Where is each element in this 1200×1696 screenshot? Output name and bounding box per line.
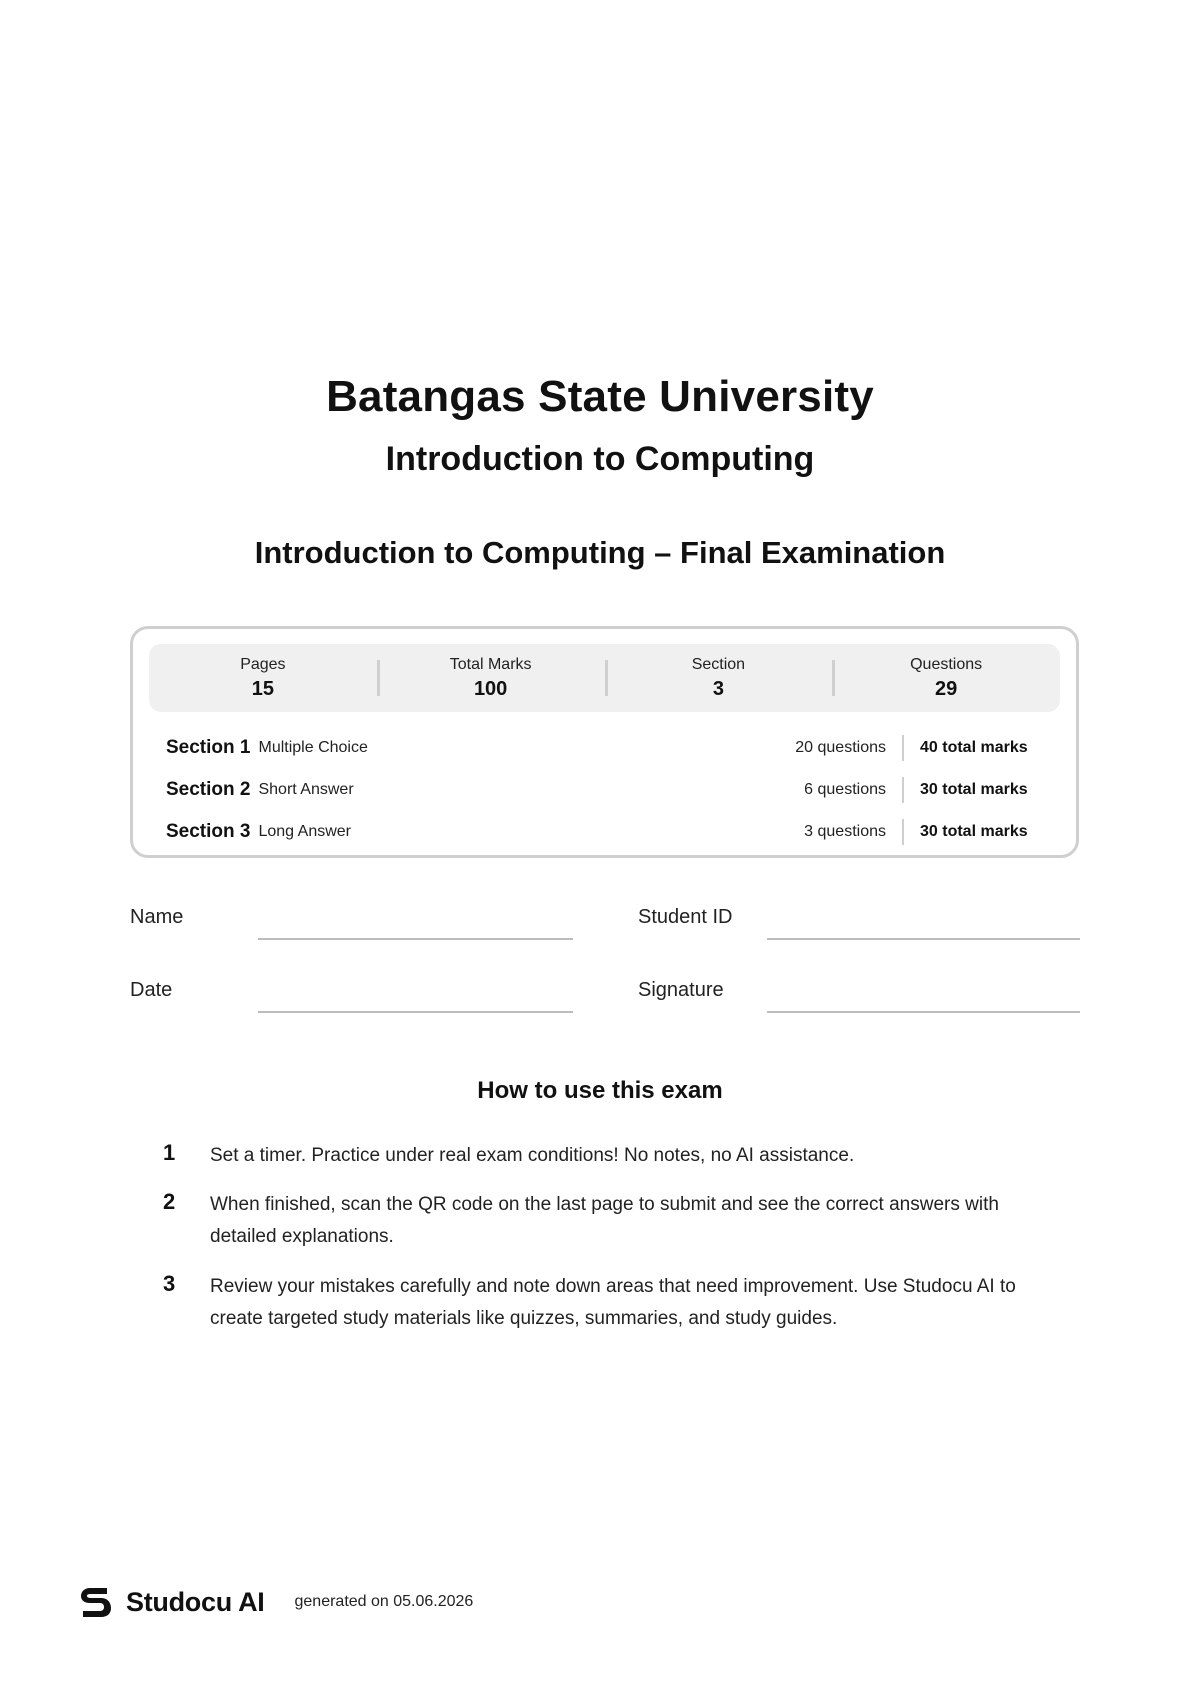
step-1 xyxy=(160,1140,1060,1172)
section-question-count: 6 questions xyxy=(804,781,886,798)
stat-label: Total Marks xyxy=(449,655,532,673)
stat-total-marks xyxy=(377,644,605,712)
section-marks: 30 total marks xyxy=(920,781,1028,798)
stat-label: Pages xyxy=(240,655,286,673)
date-field[interactable] xyxy=(130,973,573,1013)
step-2 xyxy=(160,1189,1060,1253)
stat-value: 3 xyxy=(712,677,724,700)
step-text: Set a timer. Practice under real exam conditions! No notes, no AI assistance. xyxy=(210,1145,855,1166)
step-text: When finished, scan the QR code on the last page to submit and see the correct answers with detailed explanations. xyxy=(210,1194,999,1247)
section-name: Section 2 xyxy=(166,779,251,800)
section-marks: 30 total marks xyxy=(920,823,1028,840)
step-number: 1 xyxy=(163,1140,176,1165)
stat-value: 29 xyxy=(935,677,958,700)
stat-section xyxy=(605,644,833,712)
generated-date: generated on 05.06.2026 xyxy=(294,1593,474,1610)
step-text: Review your mistakes carefully and note down areas that need improvement. Use Studocu AI to create targeted study materials like quizzes, summaries, and study guides. xyxy=(210,1276,1016,1329)
section-name: Section 1 xyxy=(166,737,251,758)
student-id-label: Student ID xyxy=(638,906,733,928)
section-type: Short Answer xyxy=(258,781,354,798)
section-row-2 xyxy=(166,769,1044,811)
section-name: Section 3 xyxy=(166,821,251,842)
stats-bar xyxy=(149,644,1060,712)
name-label: Name xyxy=(130,906,184,928)
section-list xyxy=(166,727,1044,853)
exam-title: Introduction to Computing – Final Examination xyxy=(254,535,946,570)
section-type: Long Answer xyxy=(258,823,351,840)
section-question-count: 20 questions xyxy=(795,739,886,756)
stat-pages xyxy=(149,644,377,712)
exam-summary-box xyxy=(130,626,1079,858)
student-id-line[interactable] xyxy=(767,938,1080,940)
university-name: Batangas State University xyxy=(326,372,874,421)
section-row-1 xyxy=(166,727,1044,769)
signature-line[interactable] xyxy=(767,1011,1080,1013)
section-type: Multiple Choice xyxy=(258,739,368,756)
date-label: Date xyxy=(130,979,173,1001)
signature-label: Signature xyxy=(638,979,724,1001)
stat-label: Section xyxy=(691,655,746,673)
step-number: 3 xyxy=(163,1271,176,1296)
section-question-count: 3 questions xyxy=(804,823,886,840)
date-line[interactable] xyxy=(258,1011,573,1013)
brand-name: Studocu AI xyxy=(126,1586,265,1617)
stat-questions xyxy=(832,644,1060,712)
student-id-field[interactable] xyxy=(638,900,1080,940)
stat-label: Questions xyxy=(910,655,983,673)
stat-value: 100 xyxy=(473,677,508,700)
footer xyxy=(78,1584,473,1620)
course-name: Introduction to Computing xyxy=(385,440,815,478)
stat-value: 15 xyxy=(251,677,274,700)
name-line[interactable] xyxy=(258,938,573,940)
section-marks: 40 total marks xyxy=(920,739,1028,756)
step-3 xyxy=(160,1271,1060,1335)
name-field[interactable] xyxy=(130,900,573,940)
section-row-3 xyxy=(166,811,1044,853)
step-number: 2 xyxy=(163,1189,176,1214)
signature-field[interactable] xyxy=(638,973,1080,1013)
studocu-logo-icon xyxy=(78,1584,114,1620)
howto-title: How to use this exam xyxy=(477,1077,723,1104)
